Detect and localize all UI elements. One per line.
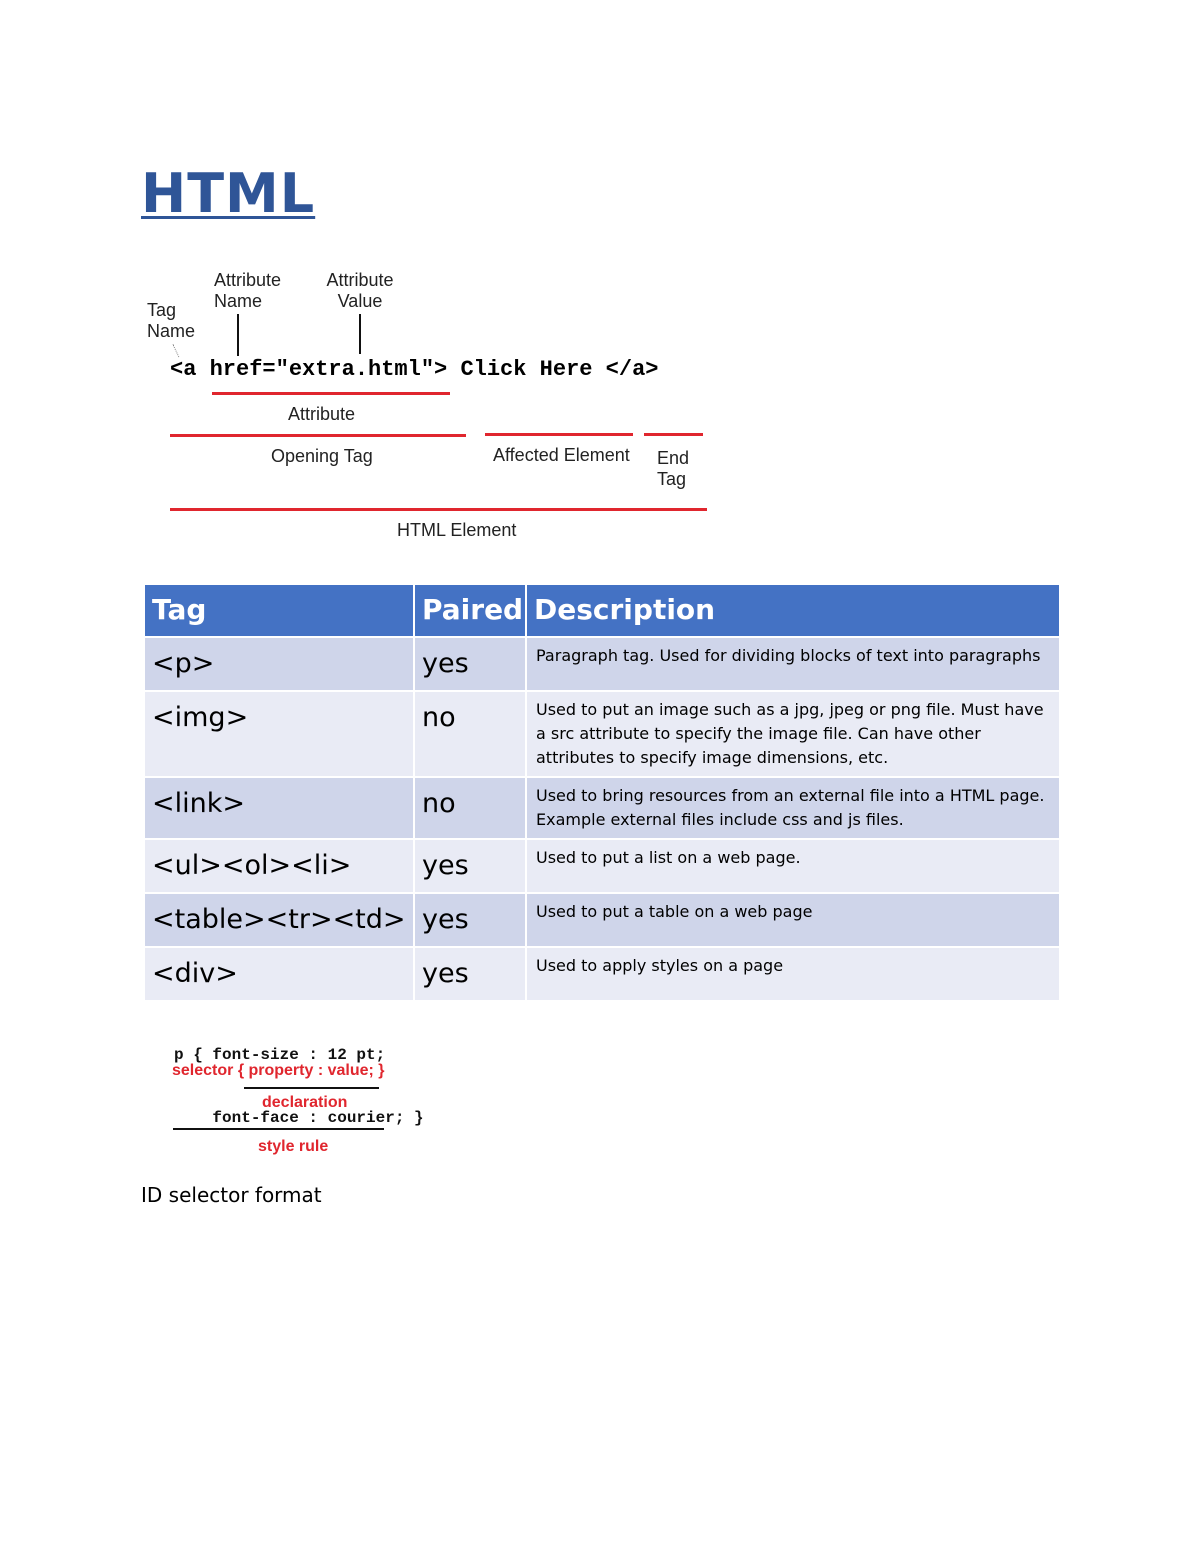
- table-row: [145, 947, 1059, 1001]
- paired-cell: yes: [414, 893, 526, 947]
- affected-element-label: Affected Element: [493, 445, 630, 465]
- tag-name-line-1: Tag: [147, 300, 177, 320]
- html-element-underline: [170, 508, 707, 511]
- header-description: Description: [526, 585, 1059, 637]
- tag-name-pointer: [172, 341, 186, 357]
- tag-cell: <p>: [145, 637, 414, 691]
- attribute-value-line-2: Value: [337, 291, 383, 311]
- attribute-value-pointer: [359, 314, 361, 354]
- html-element-label: HTML Element: [397, 520, 517, 540]
- attribute-name-line-2: Name: [214, 291, 263, 311]
- attribute-label: Attribute: [288, 404, 356, 424]
- declaration-label: declaration: [262, 1094, 348, 1111]
- attribute-value-label: [325, 270, 395, 312]
- attribute-underline: [212, 392, 450, 395]
- paired-cell: yes: [414, 947, 526, 1001]
- affected-element-underline: [485, 433, 633, 436]
- css-code-line-2: font-face : courier; }: [174, 1109, 424, 1127]
- table-row: [145, 691, 1059, 777]
- table-row: [145, 893, 1059, 947]
- page-title: HTML: [141, 162, 316, 225]
- end-tag-label: [657, 448, 689, 490]
- paired-cell: yes: [414, 637, 526, 691]
- attribute-value-line-1: Attribute: [326, 270, 394, 290]
- header-tag: Tag: [145, 585, 414, 637]
- style-rule-label: style rule: [258, 1138, 329, 1155]
- selector-format-text: selector { property : value; }: [172, 1062, 385, 1079]
- table-header-row: [145, 585, 1059, 637]
- css-code-line-1: p { font-size : 12 pt;: [174, 1046, 386, 1064]
- description-cell: Paragraph tag. Used for dividing blocks of text into paragraphs: [526, 637, 1059, 691]
- tag-cell: <ul><ol><li>: [145, 839, 414, 893]
- paired-cell: yes: [414, 839, 526, 893]
- description-cell: Used to put a list on a web page.: [526, 839, 1059, 893]
- header-paired: Paired: [414, 585, 526, 637]
- tag-cell: <table><tr><td>: [145, 893, 414, 947]
- tag-cell: <link>: [145, 777, 414, 839]
- html-tags-table: [145, 585, 1059, 1002]
- description-cell: Used to put a table on a web page: [526, 893, 1059, 947]
- tag-name-label: [147, 300, 195, 342]
- description-cell: Used to put an image such as a jpg, jpeg or png file. Must have a src attribute to specify the image file. Can have other attributes to specify image dimensions, etc.: [526, 691, 1059, 777]
- paired-cell: no: [414, 777, 526, 839]
- description-cell: Used to apply styles on a page: [526, 947, 1059, 1001]
- table-row: [145, 777, 1059, 839]
- style-rule-underline: [173, 1128, 384, 1130]
- attribute-name-pointer: [237, 314, 239, 356]
- anchor-code-example: <a href="extra.html"> Click Here </a>: [170, 357, 659, 382]
- tag-cell: <img>: [145, 691, 414, 777]
- attribute-name-line-1: Attribute: [214, 270, 282, 290]
- tag-name-line-2: Name: [147, 321, 196, 341]
- end-tag-underline: [644, 433, 703, 436]
- table-row: [145, 637, 1059, 691]
- table-row: [145, 839, 1059, 893]
- end-tag-line-1: End: [657, 448, 690, 468]
- description-cell: Used to bring resources from an external file into a HTML page. Example external files include css and js files.: [526, 777, 1059, 839]
- attribute-name-label: [214, 270, 281, 312]
- opening-tag-underline: [170, 434, 466, 437]
- declaration-underline: [244, 1087, 379, 1089]
- paired-cell: no: [414, 691, 526, 777]
- tag-cell: <div>: [145, 947, 414, 1001]
- id-selector-heading: ID selector format: [141, 1183, 322, 1207]
- opening-tag-label: Opening Tag: [271, 446, 373, 466]
- end-tag-line-2: Tag: [657, 469, 687, 489]
